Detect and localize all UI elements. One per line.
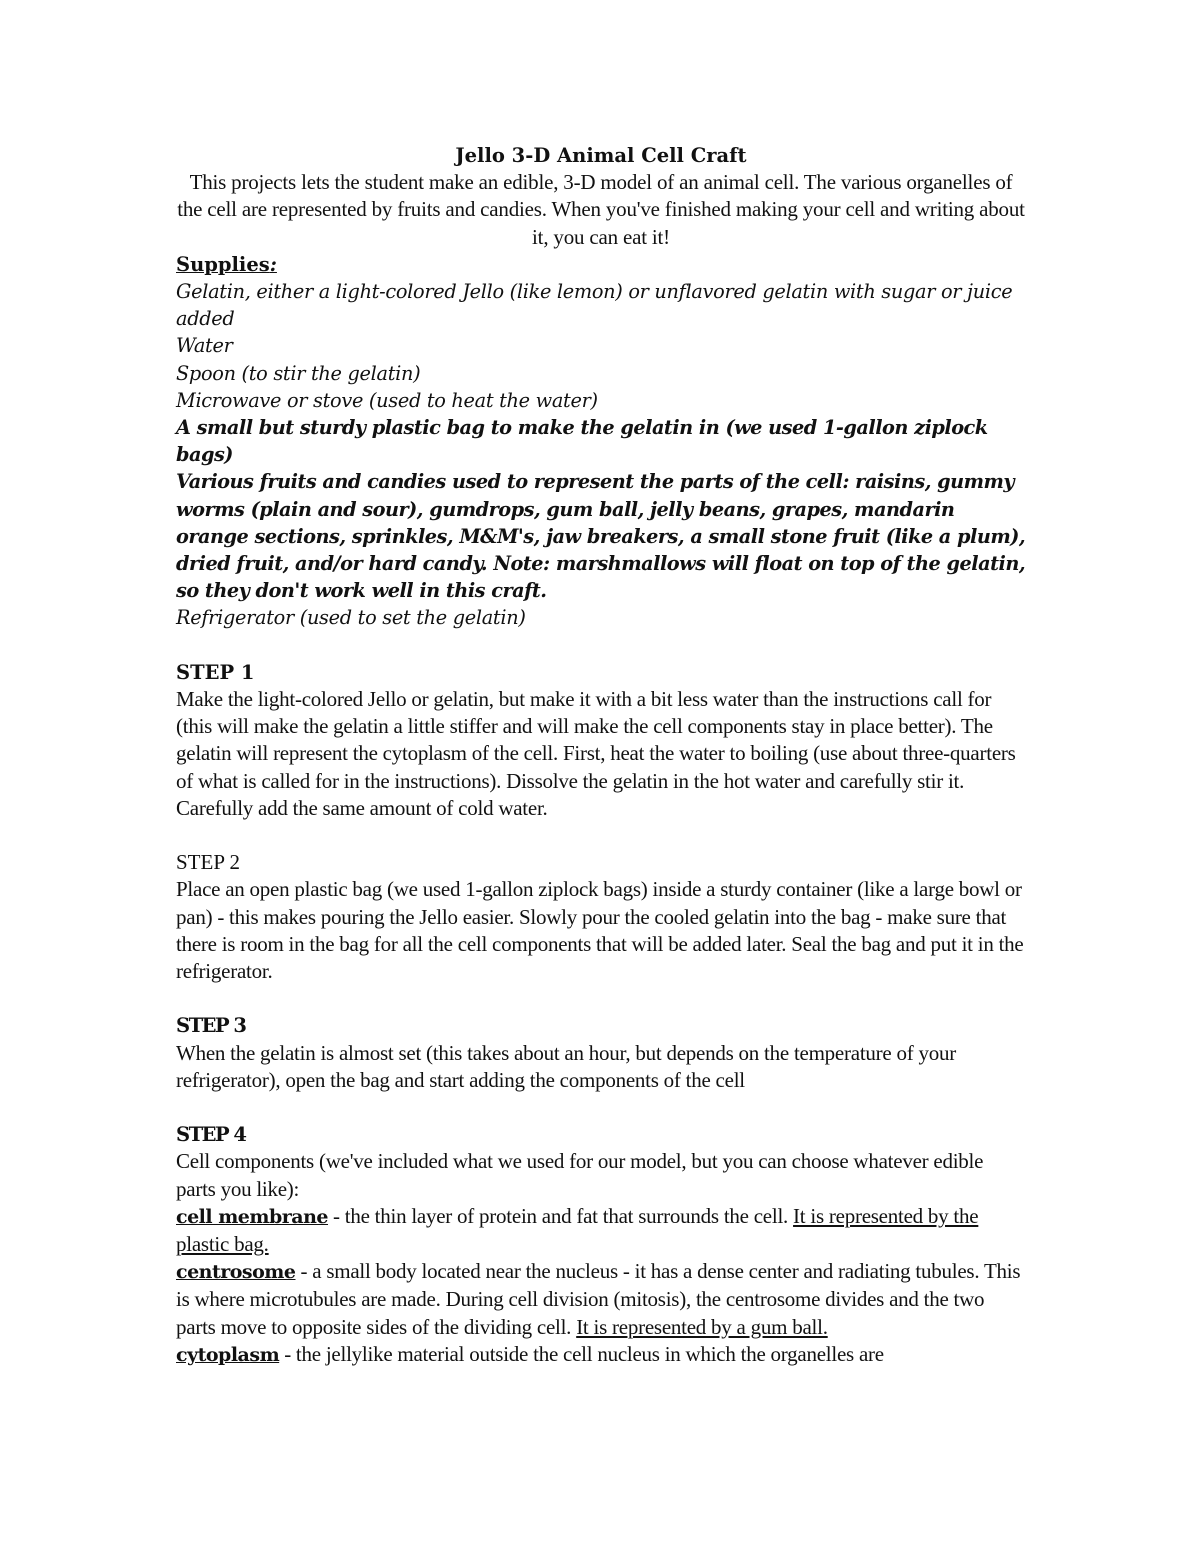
step-heading: STEP 3	[176, 1014, 246, 1038]
step-4	[176, 1121, 1026, 1369]
component-cell-membrane	[176, 1203, 1026, 1258]
component-description: - a small body located near the nucleus - it has a dense center and radiating tubules. This is where microtubules are made. During cell division (mitosis), the centrosome divides and the two parts move to opposite sides of the dividing cell.	[176, 1259, 1021, 1339]
step-heading: STEP 4	[176, 1123, 246, 1147]
supplies-heading-label: Supplies	[176, 252, 270, 276]
step-1	[176, 659, 1026, 822]
step-2	[176, 849, 1026, 985]
document-page	[176, 142, 1026, 1369]
component-name: cytoplasm	[176, 1343, 280, 1366]
component-centrosome	[176, 1258, 1026, 1341]
supply-item: Water	[176, 334, 233, 358]
component-description: - the jellylike material outside the cell nucleus in which the organelles are	[279, 1341, 884, 1366]
supplies-heading-colon: :	[269, 252, 277, 276]
supplies-heading	[176, 251, 1026, 278]
component-representation: It is represented by a gum ball.	[576, 1314, 828, 1339]
step-text: Cell components (we've included what we used for our model, but you can choose whatever edible parts you like):	[176, 1149, 984, 1201]
component-cytoplasm	[176, 1341, 1026, 1369]
component-description: - the thin layer of protein and fat that surrounds the cell.	[328, 1203, 794, 1228]
supply-item: Refrigerator (used to set the gelatin)	[176, 606, 526, 630]
document-title: Jello 3-D Animal Cell Craft	[455, 144, 747, 167]
intro-paragraph: This projects lets the student make an edible, 3-D model of an animal cell. The various organelles of the cell are represented by fruits and candies. When you've finished making your cell and writing about it, you can eat it!	[177, 170, 1025, 249]
component-name: centrosome	[176, 1261, 296, 1284]
step-heading: STEP 2	[176, 850, 240, 875]
supply-item: Spoon (to stir the gelatin)	[176, 361, 421, 385]
supply-item: Microwave or stove (used to heat the water)	[176, 388, 598, 412]
supply-item: Gelatin, either a light-colored Jello (like lemon) or unflavored gelatin with sugar or juice added	[176, 280, 1013, 331]
step-heading: STEP 1	[176, 660, 255, 684]
supply-item: Various fruits and candies used to represent the parts of the cell: raisins, gummy worms (plain and sour), gumdrops, gum ball, jelly beans, grapes, mandarin orange sections, sprinkles, M&M's, jaw breakers, a small stone fruit (like a plum), dried fruit, and/or hard candy. Note: marshmallows will float on top of the gelatin, so they don't work well in this craft.	[176, 470, 1026, 603]
supplies-list	[176, 278, 1026, 632]
component-representation: It is represented by the plastic bag.	[176, 1203, 979, 1257]
component-name: cell membrane	[176, 1205, 329, 1228]
step-text: When the gelatin is almost set (this takes about an hour, but depends on the temperature of your refrigerator), open the bag and start adding the components of the cell	[176, 1040, 956, 1092]
step-text: Place an open plastic bag (we used 1-gallon ziplock bags) inside a sturdy container (like a large bowl or pan) - this makes pouring the Jello easier. Slowly pour the cooled gelatin into the bag - make sure that there is room in the bag for all the cell components that will be added later. Seal the bag and put it in the refrigerator.	[176, 877, 1024, 984]
step-text: Make the light-colored Jello or gelatin, but make it with a bit less water than the instructions call for (this will make the gelatin a little stiffer and will make the cell components stay in place better). The gelatin will represent the cytoplasm of the cell. First, heat the water to boiling (use about three-quarters of what is called for in the instructions). Dissolve the gelatin in the hot water and carefully stir it. Carefully add the same amount of cold water.	[176, 687, 1016, 820]
step-3	[176, 1012, 1026, 1094]
supply-item: A small but sturdy plastic bag to make the gelatin in (we used 1-gallon ziplock bags)	[176, 416, 988, 467]
